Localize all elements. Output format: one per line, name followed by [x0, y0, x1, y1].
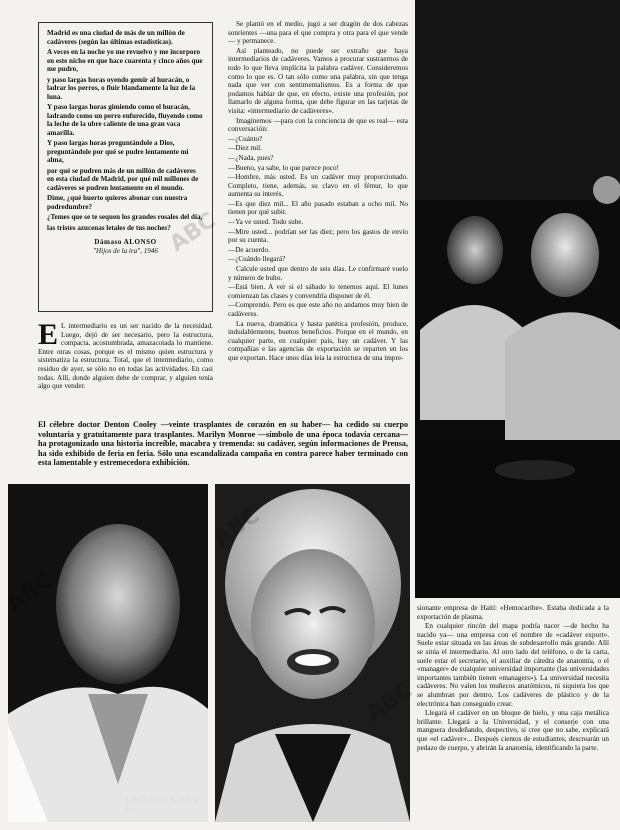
poem-line: Dime, ¿qué huerto quieres abonar con nuestra podredumbre? [47, 194, 188, 211]
crowd-photo-image [415, 0, 620, 598]
dialogue-line: —Bueno, ya sabe, lo que parece poco! [228, 163, 339, 172]
dropcap: E [38, 322, 59, 351]
paragraph: La nueva, dramática y hasta patética profesión, produce, indudablemente, buenos beneficios. Porque en el mundo, en cualquier parte, en cualquier país, hay un cadáver. Y las compañías e las agencias de exportación se reparten en los que exportan. Hace unos días leía la estructura de una impre- [228, 319, 408, 362]
paragraph: Calcule usted que dentro de seis días. Le confirmaré vuelo y número de bulto. [228, 265, 408, 282]
paragraph: Imaginemos —para con la conciencia de que es real— esta conversación: [228, 116, 408, 134]
poem-book: "Hijos de la ira", 1946 [93, 246, 158, 255]
article-middle-column [228, 20, 408, 414]
dialogue-line: —Comprendo. Pero es que este año no andamos muy bien de cadáveres. [228, 301, 408, 318]
paragraph: Así planteado, no puede ser extraño que haya intermediarios de cadáveres. Vamos a procurar sustraernos de todo lo que lleva implícita la palabra cadáver. Consideremos como lo que es. O tan sólo como una palabra, sin que tenga nada que ver con sentimentalismos. Es a forma de que podamos hablar de que, en efecto, existe una profesión, por llamarlo de alguna forma, que debe figurar en las tarjetas de visita: «intermediario de cadáveres». [228, 46, 408, 115]
poem-line: Madrid es una ciudad de más de un millón de cadáveres (según las últimas estadísticas). [47, 29, 185, 46]
poem-line: y paso largas horas oyendo gemir al huracán, o ladrar los perros, o fluir blandamente la luz de la luna. [47, 75, 196, 101]
article-intro-text: L intermediario es un ser nacido de la necesidad. Luego, dejó de ser necesario, pero la estructura, compacta, acostumbrada, amazacotada lo mantiene. Entre otras cosas, porque es el mismo quien estructura y sistematiza la estructura. Total, que el intermediario, como residuo de ayer, se sólo no en todas las actividades. En casi todas. Allí, donde alguien debe de comprar, y alguien tenía algo que vender. [38, 322, 213, 391]
paragraph: sionante empresa de Haití: «Hemocaribe». Estaba dedicada a la exportación de plasma. [417, 604, 609, 621]
article-intro [38, 322, 213, 414]
poem-line: Y paso largas horas preguntándole a Dios, preguntándole por qué se pudre lentamente mi alma, [47, 139, 189, 164]
dialogue-line: —Ya ve usted. Todo sube. [228, 218, 304, 227]
dialogue-line: —Hombre, más usted. Es un cadáver muy proporcionado. Completo, tiene, además, su clavo en el fémur, lo que aumenta su interés. [228, 173, 408, 199]
monroe-photo [215, 484, 410, 822]
poem-author: Dámaso ALONSO [94, 238, 157, 246]
dialogue-line: —Es que diez mil... El año pasado estaban a ocho mil. No tienen por qué subir. [228, 199, 408, 217]
cooley-photo-image [8, 484, 208, 822]
article-right-column [417, 604, 609, 822]
dialogue-line: —De acuerdo. [228, 245, 270, 254]
dialogue-line: —¿Cuándo llegará? [228, 255, 286, 264]
poem-line: ¿Temes que se te sequen los grandes rosales del día, [47, 213, 203, 221]
poem-line: por qué se pudren más de un millón de cadáveres en esta ciudad de Madrid, por qué mil millones de cadáveres se pudren lentamente en el mundo. [47, 166, 199, 192]
paragraph: En cualquier rincón del mapa podría nacer —de hecho ha nacido ya— una empresa con el nombre de «cadáver export». Suele estar situada en las áreas de subdesarrollo más grande. Allí se sitúa el intermediario. Al otro lado del teléfono, o de la carta, suele estar el secretario, el auxiliar de cátedra de anatomía, o el «manager» de cualquier universidad importante (las universidades importantes también tienen «managers»). La universidad necesita cadáveres. No valen los muñecos anatómicos, ni siquiera los que se alumbran por dentro. Los cadáveres de plástico y de la electrónica han conseguido crear. [417, 622, 609, 708]
paragraph: Llegará el cadáver en un bloque de hielo, y una caja metálica brillante. Llegará a la Universidad, y el conserje con una manguera desdeñando, despectivo, si cree que no sabe, explicará que «el cadáver»... Después cientos de estudiantes, descrearán un pedazo de cuerpo, y abrirán la anatomía, identificando la parte. [417, 709, 609, 752]
crowd-photo [415, 0, 620, 598]
dialogue-line: —¿Cuánto? [228, 134, 263, 143]
monroe-photo-image [215, 484, 410, 822]
dialogue-line: —Diez mil. [228, 144, 262, 153]
dialogue-line: —¿Nada, pues? [228, 153, 274, 162]
dialogue-line: —Mire usted... podrían ser las diez; pero los gastos de envío por su cuenta. [228, 227, 408, 245]
photo-signature: Lealtad de Cooley L. [126, 794, 199, 812]
poem-line: las tristes azucenas letales de tus noches? [47, 223, 171, 232]
poem-line: A veces en la noche yo me revuelvo y me incorporo en este nicho en que hace cuarenta y cinco años que me pudro, [47, 48, 203, 73]
lead-paragraph: El célebre doctor Denton Cooley —veinte trasplantes de corazón en su haber— ha cedido su cuerpo voluntaria y gratuitamente para trasplantes. Marilyn Monroe —símbolo de una época todavía cercana— ha protagonizado una historia increíble, macabra y tremenda: su cadáver, según informaciones de Prensa, ha sido exhibido de feria en feria. Sólo una escandalizada campaña en contra parece haber terminado con esta lamentable y estremecedora exhibición. [38, 420, 408, 468]
dialogue-line: —Está bien. A ver si el sábado lo tenemos aquí. El lunes comienzan las clases y convendría disponer de él. [228, 283, 408, 300]
cooley-photo [8, 484, 208, 822]
abc-watermark: ABC [165, 207, 221, 258]
poem-box [38, 22, 213, 312]
paragraph: Se plantó en el medio, jugó a ser dragón de dos cabezas sonrientes —una para el que compra y otra para el que vende— y permanece. [228, 20, 408, 46]
poem-line: Y paso largas horas gimiendo como el huracán, ladrando como un perro enfurecido, fluyendo como la leche de la ubre caliente de una gran vaca amarilla. [47, 103, 203, 137]
